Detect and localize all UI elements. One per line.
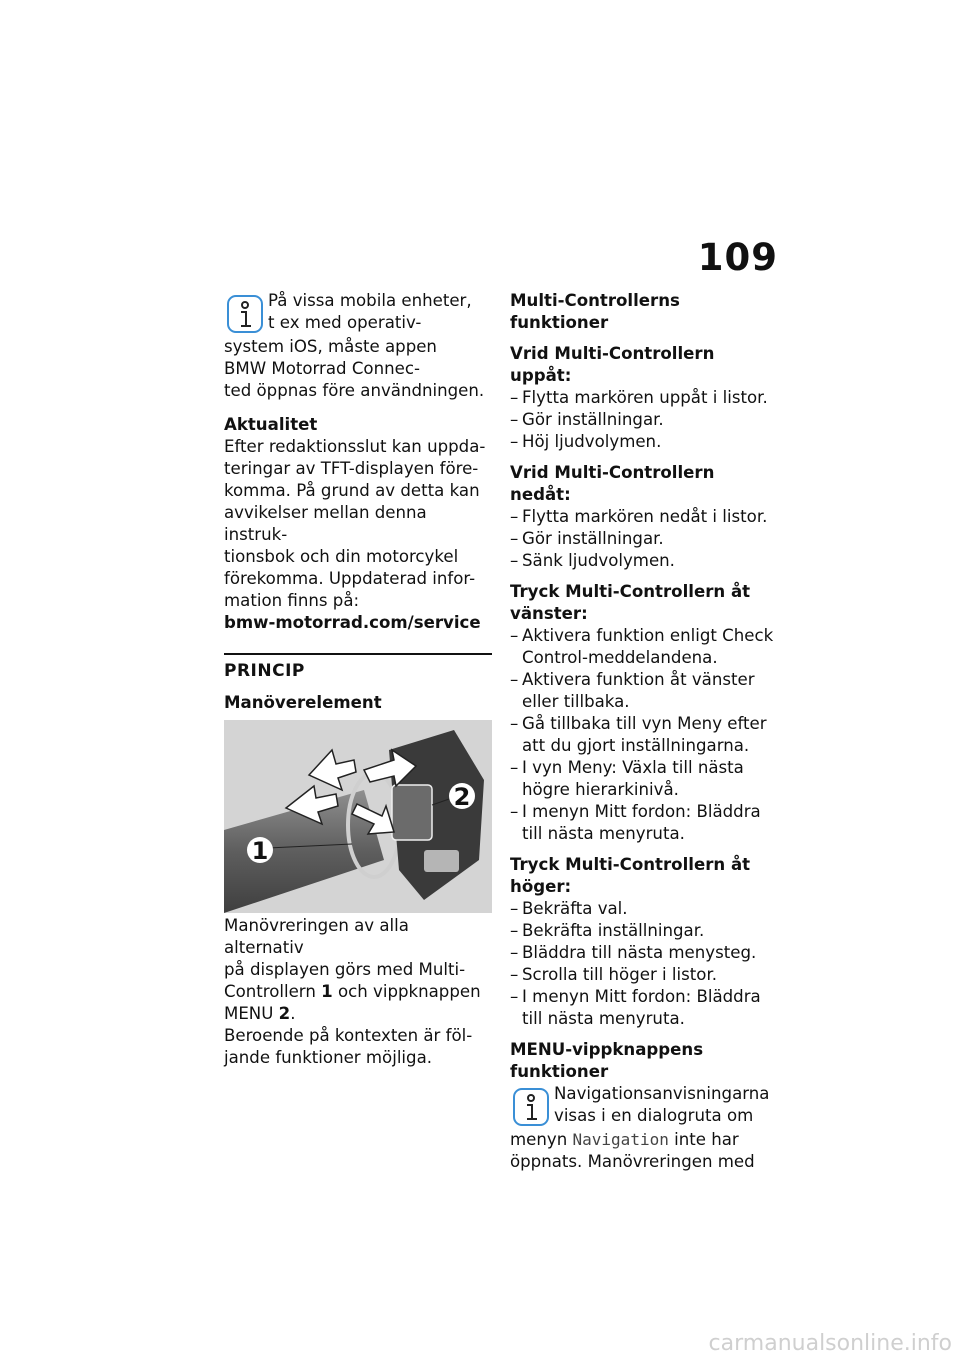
list-item [510, 506, 778, 528]
functions-heading: Multi-Controllerns funktioner [510, 291, 680, 332]
list-item-text: Flytta markören uppåt i listor. [522, 388, 768, 407]
note-line [510, 1129, 778, 1151]
section-divider [224, 653, 492, 655]
dash-mark: – [510, 432, 519, 451]
list-item-text: Bläddra till nästa menysteg. [522, 943, 757, 962]
caption-line [224, 981, 492, 1003]
list-item-text: att du gjort inställningarna. [522, 736, 750, 755]
list-item-text: Sänk ljudvolymen. [522, 551, 675, 570]
rotate-down-heading: Vrid Multi-Controllern nedåt: [510, 463, 715, 504]
dash-mark: – [510, 987, 519, 1006]
list-item-text: Aktivera funktion enligt Check [522, 626, 774, 645]
menu-rocker-heading: funktioner [510, 1062, 609, 1081]
list-item [510, 920, 778, 942]
list-item [510, 387, 778, 409]
service-url[interactable]: bmw-motorrad.com/service [224, 613, 481, 632]
controller-figure [224, 720, 492, 913]
info-note-line: system iOS, måste appen [224, 337, 437, 356]
list-item [510, 431, 778, 453]
list-item-text: Scrolla till höger i listor. [522, 965, 718, 984]
list-item-text: Control-meddelandena. [522, 648, 718, 667]
list-item-text: I menyn Mitt fordon: Bläddra [522, 802, 761, 821]
list-item-text: till nästa menyruta. [522, 824, 685, 843]
aktualitet-line: avvikelser mellan denna instruk- [224, 503, 427, 544]
dash-mark: – [510, 388, 519, 407]
callout-label-2: 2 [453, 783, 471, 811]
list-item [510, 986, 778, 1030]
dash-mark: – [510, 802, 519, 821]
dash-mark: – [510, 670, 519, 689]
push-right-list [510, 898, 778, 1030]
note-line: öppnats. Manövreringen med [510, 1152, 755, 1171]
dash-mark: – [510, 529, 519, 548]
list-item-text: Bekräfta inställningar. [522, 921, 705, 940]
info-note-line: ted öppnas före användningen. [224, 381, 485, 400]
caption-text: . [290, 1004, 296, 1023]
list-item [510, 528, 778, 550]
list-item [510, 409, 778, 431]
push-right-heading: höger: [510, 877, 572, 896]
aktualitet-line: förekomma. Uppdaterad infor- [224, 569, 476, 588]
list-item-text: Flytta markören nedåt i listor. [522, 507, 768, 526]
subheading: Manöverelement [224, 693, 382, 712]
list-item-text: Höj ljudvolymen. [522, 432, 662, 451]
list-item-text: eller tillbaka. [522, 692, 630, 711]
list-item [510, 550, 778, 572]
push-left-heading: vänster: [510, 604, 588, 623]
watermark: carmanualsonline.info [708, 1331, 952, 1356]
list-item-text: till nästa menyruta. [522, 1009, 685, 1028]
rotate-up-list [510, 387, 778, 453]
dash-mark: – [510, 899, 519, 918]
note-text: inte har [668, 1130, 739, 1149]
info-icon [510, 1085, 552, 1129]
list-item [510, 898, 778, 920]
caption-text: och vippknappen [332, 982, 481, 1001]
list-item-text: Bekräfta val. [522, 899, 628, 918]
context-line: jande funktioner möjliga. [224, 1048, 433, 1067]
right-column [510, 290, 778, 1173]
list-item [510, 669, 778, 713]
list-item [510, 942, 778, 964]
dash-mark: – [510, 626, 519, 645]
note-line: Navigationsanvisningarna [554, 1084, 770, 1103]
note-text: menyn [510, 1130, 573, 1149]
dash-mark: – [510, 921, 519, 940]
aktualitet-line: teringar av TFT-displayen före- [224, 459, 479, 478]
list-item-text: högre hierarkinivå. [522, 780, 679, 799]
list-item-text: I menyn Mitt fordon: Bläddra [522, 987, 761, 1006]
list-item [510, 625, 778, 669]
push-left-heading: Tryck Multi-Controllern åt [510, 582, 751, 601]
note-line: visas i en dialogruta om [554, 1106, 754, 1125]
info-note-line: BMW Motorrad Connec- [224, 359, 420, 378]
dash-mark: – [510, 551, 519, 570]
menu-rocker-heading: MENU-vippknappens [510, 1040, 704, 1059]
list-item [510, 757, 778, 801]
navigation-note [510, 1083, 778, 1173]
list-item [510, 713, 778, 757]
push-right-heading: Tryck Multi-Controllern åt [510, 855, 751, 874]
info-note [224, 290, 492, 402]
rotate-down-list [510, 506, 778, 572]
push-left-list [510, 625, 778, 845]
section-title: PRINCIP [224, 661, 305, 681]
list-item-text: Gå tillbaka till vyn Meny efter [522, 714, 767, 733]
dash-mark: – [510, 943, 519, 962]
dash-mark: – [510, 758, 519, 777]
info-note-line: t ex med operativ- [268, 313, 422, 332]
list-item-text: Aktivera funktion åt vänster [522, 670, 755, 689]
lower-button [424, 850, 459, 872]
caption-line: på displayen görs med Multi- [224, 960, 466, 979]
aktualitet-line: Efter redaktionsslut kan uppda- [224, 437, 486, 456]
dash-mark: – [510, 507, 519, 526]
dash-mark: – [510, 410, 519, 429]
list-item-text: I vyn Meny: Växla till nästa [522, 758, 744, 777]
info-note-line: På vissa mobila enheter, [268, 291, 472, 310]
caption-ref-1: 1 [321, 982, 333, 1001]
aktualitet-line: komma. På grund av detta kan [224, 481, 480, 500]
list-item [510, 964, 778, 986]
aktualitet-line: tionsbok och din motorcykel [224, 547, 459, 566]
dash-mark: – [510, 965, 519, 984]
caption-ref-2: 2 [278, 1004, 291, 1023]
list-item-text: Gör inställningar. [522, 529, 664, 548]
caption-text: MENU [224, 1004, 279, 1023]
page-number: 109 [697, 236, 778, 279]
aktualitet-line: mation finns på: [224, 591, 360, 610]
navigation-menu-name: Navigation [572, 1130, 669, 1149]
info-icon [224, 292, 266, 336]
left-column [224, 290, 492, 1069]
callout-label-1: 1 [251, 837, 269, 865]
rotate-up-heading: Vrid Multi-Controllern uppåt: [510, 344, 715, 385]
handlebar-illustration [224, 720, 492, 913]
aktualitet-heading: Aktualitet [224, 415, 318, 434]
list-item [510, 801, 778, 845]
caption-text: Controllern [224, 982, 322, 1001]
caption-line: Manövreringen av alla alternativ [224, 916, 409, 957]
dash-mark: – [510, 714, 519, 733]
context-line: Beroende på kontexten är föl- [224, 1026, 473, 1045]
list-item-text: Gör inställningar. [522, 410, 664, 429]
caption-line [224, 1003, 492, 1025]
menu-rocker [392, 785, 432, 840]
